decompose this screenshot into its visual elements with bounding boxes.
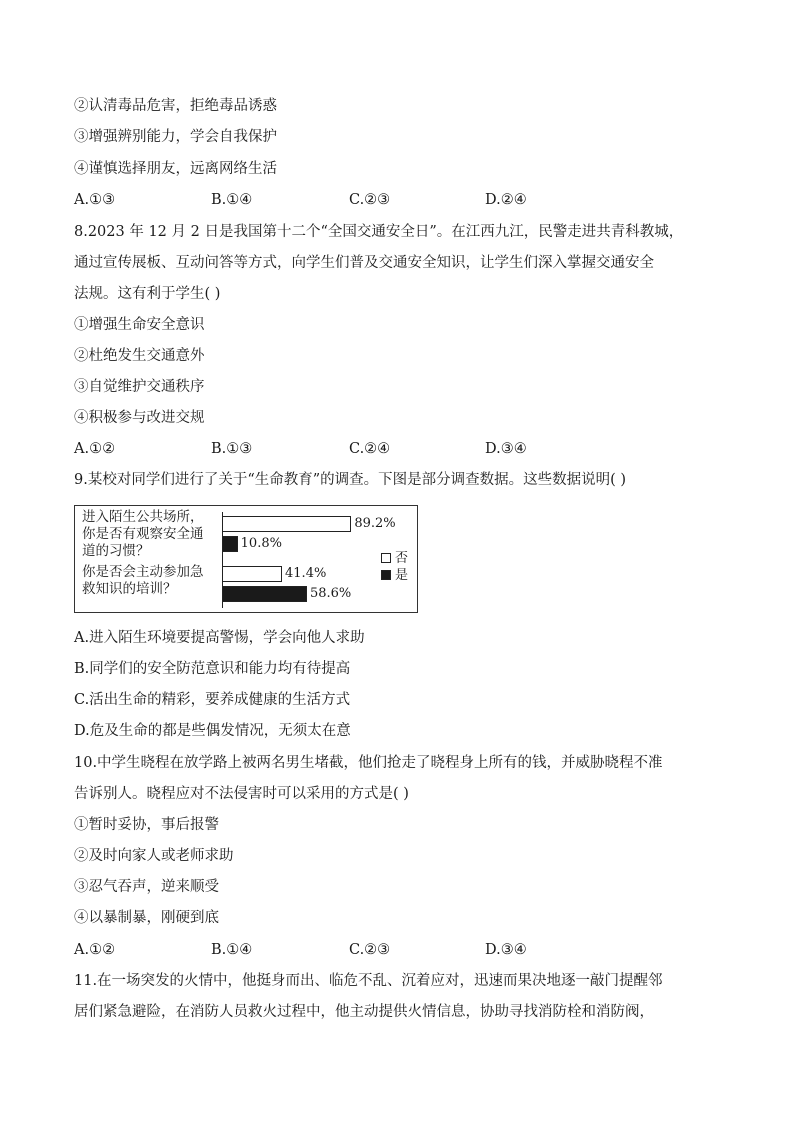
legend-label: 否 — [395, 551, 409, 566]
q7-option-b[interactable]: B.①④ — [211, 192, 253, 208]
q7-option-a[interactable]: A.①③ — [74, 192, 116, 208]
category-label: 道的习惯？ — [82, 543, 150, 559]
q8-statement-3: ③自觉维护交通秩序 — [74, 379, 205, 395]
category-label: 你是否有观察安全通 — [82, 526, 204, 542]
data-label: 10.8% — [240, 536, 282, 551]
legend-label: 是 — [395, 568, 409, 583]
q9-option-a[interactable]: A.进入陌生环境要提高警惕，学会向他人求助 — [74, 630, 365, 646]
category-label: 进入陌生公共场所， — [82, 509, 204, 525]
legend-yes — [381, 569, 408, 583]
legend-no — [381, 552, 408, 566]
q8-stem-line-1: 8.2023 年 12 月 2 日是我国第十二个“全国交通安全日”。在江西九江，民警走进共青科教城， — [74, 224, 684, 240]
q7-option-d[interactable]: D.②④ — [485, 192, 527, 208]
q9-option-d[interactable]: D.危及生命的都是些偶发情况，无须太在意 — [74, 723, 351, 739]
q8-statement-1: ①增强生命安全意识 — [74, 317, 205, 333]
data-label: 58.6% — [309, 586, 352, 601]
q10-stem-line-2: 告诉别人。晓程应对不法侵害时可以采用的方式是( ) — [74, 786, 409, 802]
q7-statement-2: ②认清毒品危害，拒绝毒品诱惑 — [74, 98, 277, 114]
bar-no — [222, 566, 282, 582]
q9-option-c[interactable]: C.活出生命的精彩，要养成健康的生活方式 — [74, 692, 351, 708]
bar-no — [222, 516, 351, 532]
q7-option-c[interactable]: C.②③ — [349, 192, 391, 208]
bar-yes — [222, 536, 238, 552]
q8-option-d[interactable]: D.③④ — [485, 441, 527, 457]
q10-option-b[interactable]: B.①④ — [211, 942, 253, 958]
data-label: 41.4% — [285, 566, 327, 581]
q7-statement-4: ④谨慎选择朋友，远离网络生活 — [74, 161, 277, 177]
q10-statement-2: ②及时向家人或老师求助 — [74, 848, 234, 864]
survey-bar-chart — [74, 505, 418, 613]
q8-stem-line-2: 通过宣传展板、互动问答等方式，向学生们普及交通安全知识，让学生们深入掌握交通安全 — [74, 255, 654, 271]
q8-option-c[interactable]: C.②④ — [349, 441, 391, 457]
bar-yes — [222, 586, 307, 602]
q9-option-b[interactable]: B.同学们的安全防范意识和能力均有待提高 — [74, 661, 351, 677]
q10-option-c[interactable]: C.②③ — [349, 942, 391, 958]
q11-stem-line-1: 11.在一场突发的火情中，他挺身而出、临危不乱、沉着应对，迅速而果决地逐一敲门提醒邻 — [74, 973, 663, 989]
q9-stem: 9.某校对同学们进行了关于“生命教育”的调查。下图是部分调查数据。这些数据说明( ) — [74, 472, 627, 488]
legend-swatch-yes — [381, 570, 391, 580]
q8-statement-2: ②杜绝发生交通意外 — [74, 348, 205, 364]
q8-stem-line-3: 法规。这有利于学生( ) — [74, 286, 221, 302]
q10-option-d[interactable]: D.③④ — [485, 942, 527, 958]
category-label: 你是否会主动参加急 — [82, 564, 204, 580]
q10-statement-3: ③忍气吞声，逆来顺受 — [74, 879, 219, 895]
q10-stem-line-1: 10.中学生晓程在放学路上被两名男生堵截，他们抢走了晓程身上所有的钱，并威胁晓程不准 — [74, 755, 663, 771]
q8-statement-4: ④积极参与改进交规 — [74, 410, 205, 426]
category-label: 救知识的培训？ — [82, 581, 177, 597]
q10-statement-1: ①暂时妥协，事后报警 — [74, 817, 219, 833]
data-label: 89.2% — [354, 516, 396, 531]
q11-stem-line-2: 居们紧急避险，在消防人员救火过程中，他主动提供火情信息，协助寻找消防栓和消防阀， — [74, 1004, 654, 1020]
q8-option-a[interactable]: A.①② — [74, 441, 116, 457]
q10-option-a[interactable]: A.①② — [74, 942, 116, 958]
q8-option-b[interactable]: B.①③ — [211, 441, 253, 457]
legend-swatch-no — [381, 553, 391, 563]
q10-statement-4: ④以暴制暴，刚硬到底 — [74, 910, 219, 926]
q7-statement-3: ③增强辨别能力，学会自我保护 — [74, 129, 277, 145]
